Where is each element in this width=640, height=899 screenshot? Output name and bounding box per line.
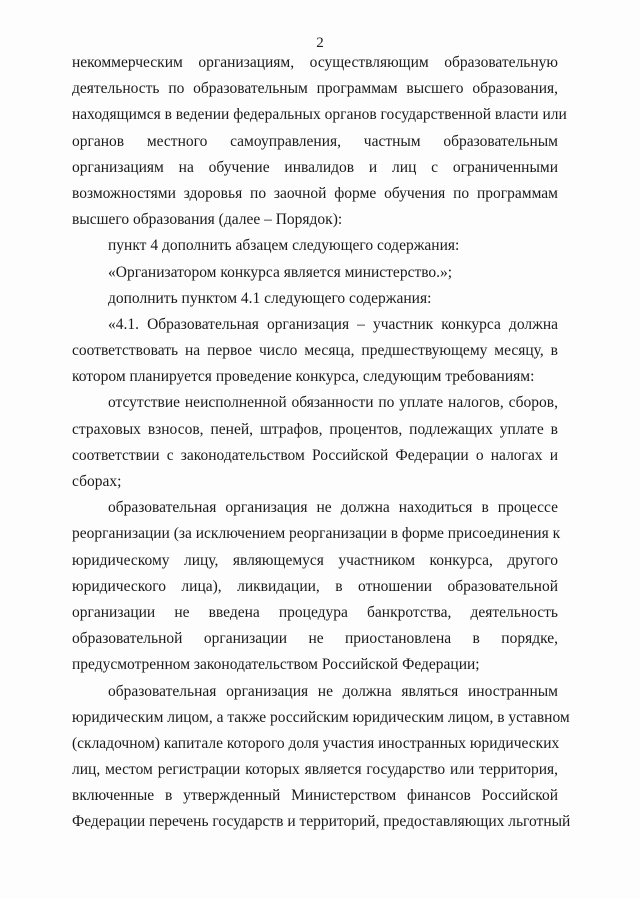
text-line: юридического лица), ликвидации, в отношении образовательной	[72, 577, 558, 595]
text-line: образовательная организация не должна находиться в процессе	[108, 499, 558, 517]
text-line: «4.1. Образовательная организация – участник конкурса должна	[108, 315, 558, 333]
text-line: юридическому лицу, являющемуся участником конкурса, другого	[72, 551, 558, 569]
paragraph	[72, 312, 558, 391]
text-line: соответствовать на первое число месяца, предшествующему месяцу, в	[72, 342, 558, 360]
text-line: предусмотренном законодательством Российской Федерации;	[72, 656, 480, 674]
text-line: «Организатором конкурса является министерство.»;	[108, 263, 453, 281]
paragraph	[72, 495, 561, 678]
text-line: образовательная организация не должна являться иностранным	[108, 682, 558, 700]
text-line: деятельность по образовательным программам высшего образования,	[72, 80, 558, 98]
text-line: страховых взносов, пеней, штрафов, процентов, подлежащих уплате в	[72, 420, 558, 438]
text-line: соответствии с законодательством Российской Федерации о налогах и	[72, 446, 558, 464]
text-line: возможностями здоровья по заочной форме обучения по программам	[72, 184, 558, 202]
paragraph	[72, 286, 558, 312]
text-line: котором планируется проведение конкурса, следующим требованиям:	[72, 368, 535, 386]
text-line: Федерации перечень государств и территорий, предоставляющих льготный	[72, 813, 571, 831]
text-line: находящимся в ведении федеральных органов государственной власти или	[72, 106, 567, 124]
text-line: реорганизации (за исключением реорганизации в форме присоединения к	[72, 525, 561, 543]
paragraph	[72, 679, 571, 836]
paragraph	[72, 233, 558, 259]
text-line: организациям на обучение инвалидов и лиц с ограниченными	[72, 158, 558, 176]
text-line: юридическим лицом, а также российским юридическим лицом, в уставном	[72, 708, 570, 726]
page-number: 2	[316, 35, 324, 51]
text-line: органов местного самоуправления, частным образовательным	[72, 132, 558, 150]
text-line: включенные в утвержденный Министерством финансов Российской	[72, 787, 558, 805]
paragraph	[72, 260, 558, 286]
paragraph	[72, 50, 567, 233]
document-body	[72, 50, 571, 836]
text-line: организации не введена процедура банкротства, деятельность	[72, 603, 558, 621]
text-line: образовательной организации не приостановлена в порядке,	[72, 630, 558, 648]
paragraph	[72, 390, 558, 495]
text-line: отсутствие неисполненной обязанности по уплате налогов, сборов,	[108, 394, 558, 412]
text-line: некоммерческим организациям, осуществляющим образовательную	[72, 54, 558, 71]
text-line: пункт 4 дополнить абзацем следующего содержания:	[108, 237, 460, 255]
text-line: высшего образования (далее – Порядок):	[72, 211, 343, 229]
text-line: лиц, местом регистрации которых является государство или территория,	[72, 761, 558, 779]
text-line: дополнить пунктом 4.1 следующего содержания:	[108, 289, 432, 307]
text-line: (складочном) капитале которого доля участия иностранных юридических	[72, 734, 560, 752]
text-line: сборах;	[72, 473, 122, 490]
